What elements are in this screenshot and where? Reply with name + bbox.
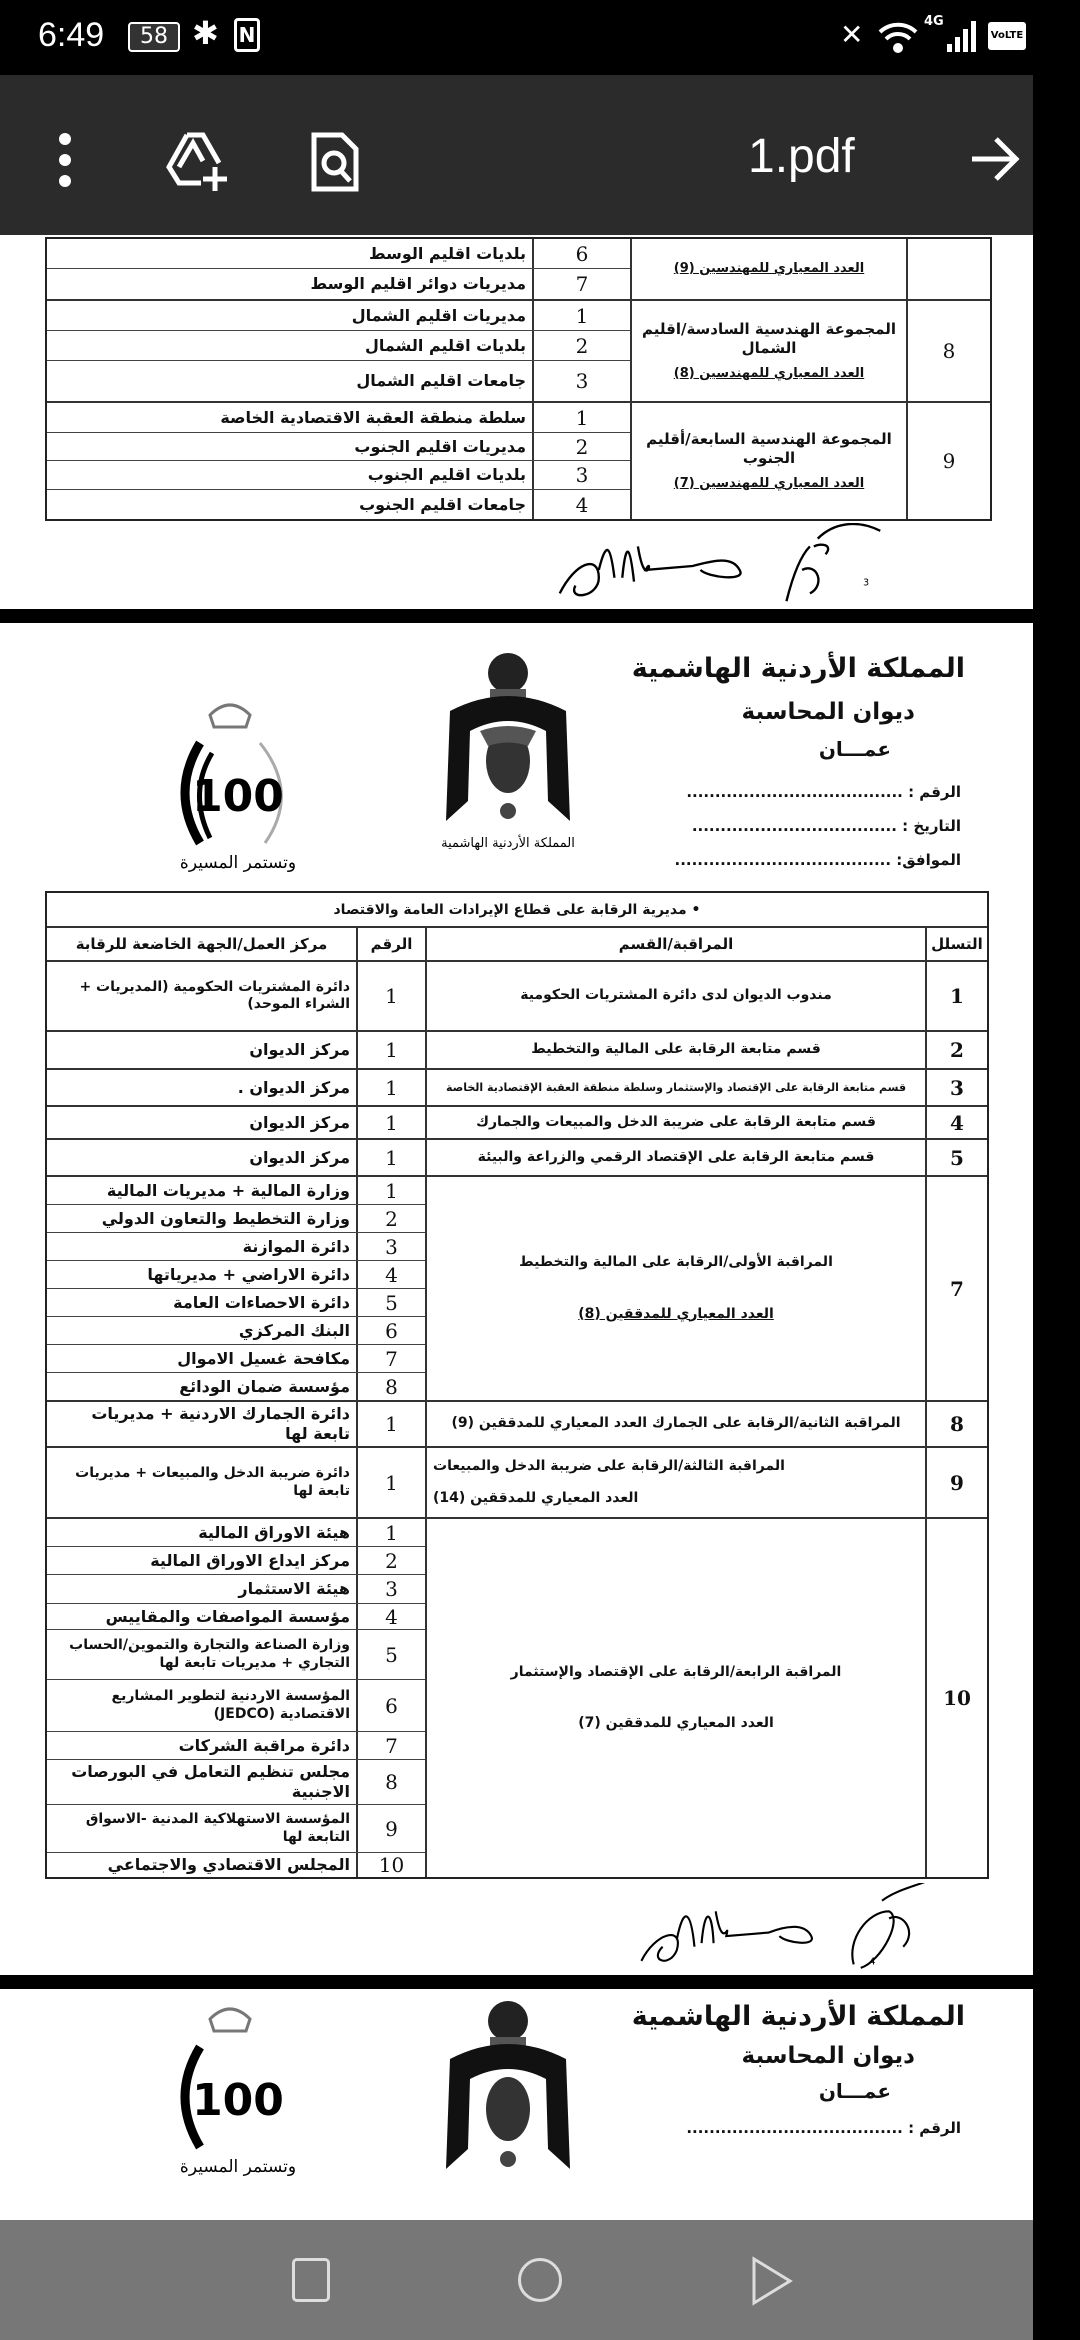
signatures — [570, 1883, 1010, 1975]
row-entity: سلطة منطقة العقبة الاقتصادية الخاصة — [220, 407, 526, 427]
wifi-icon — [878, 16, 918, 56]
row-entity: مركز الديوان — [249, 1112, 350, 1132]
centennial-tagline: وتستمر المسيرة — [179, 2157, 297, 2177]
table-row — [47, 1107, 425, 1138]
standard-count: العدد المعياري للمهندسين (9) — [673, 260, 865, 276]
section-cell — [425, 1070, 925, 1105]
table-section — [47, 1177, 987, 1402]
seq-cell: 10 — [925, 1519, 987, 1877]
table-section — [47, 239, 990, 301]
row-number: 1 — [356, 1177, 425, 1204]
table-row — [47, 1345, 425, 1373]
header-seq: التسلل — [925, 928, 987, 960]
seq-cell: 3 — [925, 1070, 987, 1105]
more-vert-icon[interactable] — [55, 133, 75, 187]
section-cell — [425, 1032, 925, 1068]
table-section — [47, 1107, 987, 1140]
table-row — [47, 461, 630, 490]
row-entity: مركز الديوان . — [237, 1077, 350, 1097]
row-entity: المؤسسة الاستهلاكية المدنية -الاسواق التابعة لها — [85, 1811, 350, 1845]
table-row — [47, 1373, 425, 1400]
section-name: قسم متابعة الرقابة على ضريبة الدخل والمبيعات والجمارك — [476, 1113, 876, 1130]
sub-rows — [47, 1032, 425, 1068]
table-row — [47, 1448, 425, 1517]
pdf-page-5 — [0, 1989, 1033, 2220]
row-entity: مجلس تنظيم التعامل في البورصات الاجنبية — [71, 1762, 350, 1801]
section-cell — [425, 1402, 925, 1446]
bureau-heading: ديوان المحاسبة — [741, 2043, 915, 2069]
sub-rows — [47, 962, 425, 1030]
row-entity: بلديات اقليم الوسط — [369, 243, 526, 263]
table-row — [47, 1140, 425, 1175]
row-number: 1 — [356, 1032, 425, 1068]
section-name: المراقبة الرابعة/الرقابة على الإقتصاد والإستثمار — [510, 1663, 842, 1680]
section-name: قسم متابعة الرقابة على الإقتصاد والإستثمار وسلطة منطقة العقبة الإقتصادية الخاصة — [445, 1080, 907, 1094]
seq-cell: 5 — [925, 1140, 987, 1175]
table-row — [47, 1233, 425, 1261]
table-row — [47, 361, 630, 401]
table-row — [47, 1032, 425, 1068]
row-number: 2 — [532, 331, 630, 360]
table-row — [47, 1760, 425, 1805]
row-entity: دائرة الجمارك الاردنية + مديريات تابعة لها — [91, 1404, 350, 1443]
sub-rows — [47, 403, 630, 519]
network-type: 4G — [924, 14, 944, 29]
row-entity: مديريات اقليم الشمال — [351, 305, 526, 325]
table-row — [47, 1402, 425, 1446]
open-arrow-icon[interactable] — [970, 137, 1020, 181]
bluetooth-icon: ✱ — [192, 14, 219, 52]
row-number: 2 — [532, 433, 630, 460]
row-number: 3 — [356, 1233, 425, 1260]
table-section — [47, 962, 987, 1032]
row-entity: دائرة الاحصاءات العامة — [173, 1292, 350, 1312]
pdf-page-4 — [0, 623, 1033, 1975]
group-name: المجموعة الهندسية السادسة/اقليم الشمال — [642, 320, 896, 357]
table-section — [47, 1519, 987, 1877]
row-number: 5 — [356, 1289, 425, 1316]
row-entity: بلديات اقليم الشمال — [365, 335, 526, 355]
centennial-logo — [160, 1997, 310, 2182]
table-row — [47, 1575, 425, 1604]
row-entity: دائرة ضريبة الدخل والمبيعات + مديريات تابعة لها — [75, 1465, 350, 1499]
corresponding-date-field: الموافق: ...................................... — [674, 851, 961, 869]
row-entity: دائرة مراقبة الشركات — [178, 1735, 350, 1755]
row-entity: مركز الديوان — [249, 1040, 350, 1059]
row-entity: مديريات اقليم الجنوب — [354, 436, 526, 456]
sub-rows — [47, 1140, 425, 1175]
row-number: 2 — [356, 1547, 425, 1574]
audit-directorate-table — [45, 891, 989, 1879]
engineers-table — [45, 237, 992, 521]
section-name: قسم متابعة الرقابة على الإقتصاد الرقمي والزراعة والبيئة — [477, 1148, 875, 1165]
row-number: 1 — [356, 1402, 425, 1446]
section-name: مندوب الديوان لدى دائرة المشتريات الحكومية — [520, 987, 832, 1004]
section-name: قسم متابعة الرقابة على المالية والتخطيط — [531, 1041, 821, 1058]
table-row — [47, 490, 630, 519]
seq-cell: 8 — [925, 1402, 987, 1446]
table-row — [47, 1317, 425, 1345]
row-number: 1 — [356, 1448, 425, 1517]
table-section — [47, 1448, 987, 1519]
signal-icon — [945, 18, 979, 54]
pdf-viewer[interactable] — [0, 235, 1033, 2220]
row-number: 1 — [356, 962, 425, 1030]
centennial-number: 100 — [192, 2075, 284, 2126]
clock: 6:49 — [38, 16, 105, 54]
sub-rows — [47, 1107, 425, 1138]
volte-icon: VoLTE — [988, 22, 1026, 50]
row-entity: دائرة الاراضي + مديرياتها — [147, 1264, 350, 1284]
section-cell — [425, 962, 925, 1030]
standard-count: العدد المعياري للمدققين (7) — [578, 1715, 774, 1731]
missed-call-icon: ✕ — [840, 18, 864, 51]
section-name: المراقبة الثالثة/الرقابة على ضريبة الدخل والمبيعات — [433, 1458, 785, 1474]
centennial-logo — [160, 693, 310, 878]
sub-rows — [47, 1519, 425, 1877]
sub-rows — [47, 1177, 425, 1400]
row-number: 5 — [356, 1630, 425, 1679]
back-icon[interactable] — [750, 2256, 794, 2306]
row-entity: وزارة التخطيط والتعاون الدولي — [101, 1208, 350, 1228]
row-number: 4 — [356, 1604, 425, 1629]
table-row — [47, 1732, 425, 1760]
row-number: 6 — [532, 239, 630, 268]
letterhead — [0, 623, 1033, 891]
row-number: 7 — [532, 269, 630, 299]
seq-cell — [906, 239, 990, 299]
row-entity: جامعات اقليم الشمال — [356, 371, 526, 390]
nfc-icon: N — [234, 18, 260, 52]
table-row — [47, 403, 630, 433]
row-entity: دائرة المشتريات الحكومية (المديريات + الشراء الموحد) — [79, 978, 350, 1012]
standard-count: العدد المعياري للمهندسين (8) — [673, 365, 865, 381]
table-row — [47, 1205, 425, 1233]
table-section — [47, 1032, 987, 1070]
document-title: 1.pdf — [748, 130, 855, 183]
table-section — [47, 403, 990, 519]
row-number: 1 — [356, 1070, 425, 1105]
table-section — [47, 301, 990, 403]
reference-number-field: الرقم : ...................................... — [686, 2119, 961, 2137]
row-number: 1 — [356, 1140, 425, 1175]
jordan-coat-of-arms — [420, 1999, 595, 2179]
battery-indicator: 58 — [128, 22, 180, 52]
navigation-bar — [0, 2220, 1033, 2340]
table-section — [47, 1070, 987, 1107]
home-icon[interactable] — [518, 2258, 562, 2302]
section-cell — [425, 1140, 925, 1175]
recents-icon[interactable] — [292, 2258, 330, 2302]
row-entity: مديريات دوائر اقليم الوسط — [310, 274, 526, 293]
table-row — [47, 1289, 425, 1317]
table-row — [47, 269, 630, 299]
reference-number-field: الرقم : ...................................... — [686, 783, 961, 801]
row-entity: دائرة الموازنة — [242, 1236, 350, 1256]
row-entity: مؤسسة المواصفات والمقاييس — [105, 1606, 350, 1626]
row-entity: مركز الديوان — [249, 1147, 350, 1167]
table-row — [47, 331, 630, 361]
row-entity: مركز ايداع الاوراق المالية — [150, 1550, 350, 1570]
row-entity: مكافحة غسيل الاموال — [177, 1348, 350, 1368]
table-section — [47, 1402, 987, 1448]
section-cell — [425, 1519, 925, 1877]
seq-cell: 9 — [906, 403, 990, 519]
row-number: 1 — [532, 301, 630, 330]
row-entity: البنك المركزي — [238, 1320, 350, 1340]
sub-rows — [47, 1070, 425, 1105]
row-number: 4 — [532, 490, 630, 519]
table-row — [47, 1805, 425, 1853]
sub-rows — [47, 1448, 425, 1517]
bureau-heading: ديوان المحاسبة — [741, 699, 915, 725]
page-gap — [0, 1975, 1033, 1989]
kingdom-heading: المملكة الأردنية الهاشمية — [631, 653, 965, 684]
row-number: 10 — [356, 1853, 425, 1877]
row-number: 8 — [356, 1760, 425, 1804]
signatures — [505, 523, 935, 609]
section-cell — [425, 1177, 925, 1400]
row-entity: هيئة الاوراق المالية — [198, 1522, 350, 1542]
header-number: الرقم — [356, 928, 425, 960]
table-row — [47, 1070, 425, 1105]
add-to-drive-icon[interactable] — [165, 131, 231, 191]
seq-cell: 2 — [925, 1032, 987, 1068]
row-entity: وزارة المالية + مديريات المالية — [106, 1180, 350, 1200]
row-number: 1 — [532, 403, 630, 432]
table-row — [47, 301, 630, 331]
header-entity: مركز العمل/الجهة الخاضعة للرقابة — [75, 935, 328, 953]
row-number: 9 — [356, 1805, 425, 1852]
table-title: • مديرية الرقابة على قطاع الإيرادات العامة والاقتصاد — [333, 901, 701, 918]
table-row — [47, 962, 425, 1030]
section-cell — [425, 1448, 925, 1517]
table-section — [47, 1140, 987, 1177]
table-row — [47, 1519, 425, 1547]
table-row — [47, 1547, 425, 1575]
table-row — [47, 433, 630, 461]
row-entity: هيئة الاستثمار — [238, 1579, 350, 1598]
table-row — [47, 1177, 425, 1205]
kingdom-heading: المملكة الأردنية الهاشمية — [631, 2001, 965, 2032]
table-row — [47, 1604, 425, 1630]
centennial-number: 100 — [192, 771, 284, 822]
row-number: 7 — [356, 1345, 425, 1372]
top-toolbar — [0, 75, 1033, 235]
table-row — [47, 1680, 425, 1732]
row-number: 3 — [532, 461, 630, 489]
sub-rows — [47, 239, 630, 299]
section-name: المراقبة الأولى/الرقابة على المالية والتخطيط — [519, 1254, 833, 1270]
seq-cell: 9 — [925, 1448, 987, 1517]
table-title-row — [47, 893, 987, 928]
section-name: المراقبة الثانية/الرقابة على الجمارك العدد المعياري للمدققين (9) — [451, 1415, 901, 1432]
table-row — [47, 239, 630, 269]
row-number: 4 — [356, 1261, 425, 1288]
seq-cell: 1 — [925, 962, 987, 1030]
seq-cell: 8 — [906, 301, 990, 401]
row-number: 8 — [356, 1373, 425, 1400]
row-entity: المؤسسة الاردنية لتطوير المشاريع الاقتصادية (JEDCO) — [111, 1688, 350, 1722]
city-heading: عمـــان — [818, 2079, 891, 2103]
city-heading: عمـــان — [818, 737, 891, 761]
row-entity: المجلس الاقتصادي والاجتماعي — [107, 1855, 350, 1874]
row-entity: وزارة الصناعة والتجارة والتموين/الحساب التجاري + مديريات تابعة لها — [69, 1637, 350, 1671]
find-in-page-icon[interactable] — [310, 131, 360, 193]
emblem-text: المملكة الأردنية الهاشمية — [441, 836, 575, 851]
standard-count: العدد المعياري للمدققين (14) — [433, 1489, 639, 1506]
row-entity: بلديات اقليم الجنوب — [367, 465, 526, 484]
page-number: 4 — [869, 1956, 876, 1968]
row-entity: جامعات اقليم الجنوب — [359, 494, 526, 514]
row-entity: مؤسسة ضمان الودائع — [179, 1376, 350, 1396]
pdf-page-3 — [0, 235, 1033, 609]
row-number: 1 — [356, 1519, 425, 1546]
seq-cell: 7 — [925, 1177, 987, 1400]
group-cell — [630, 301, 906, 401]
centennial-tagline: وتستمر المسيرة — [179, 853, 297, 873]
row-number: 3 — [356, 1575, 425, 1603]
section-cell — [425, 1107, 925, 1138]
table-row — [47, 1853, 425, 1877]
row-number: 7 — [356, 1732, 425, 1759]
status-bar — [0, 0, 1080, 75]
table-row — [47, 1261, 425, 1289]
header-section: المراقبة/القسم — [425, 928, 925, 960]
group-cell — [630, 403, 906, 519]
row-number: 6 — [356, 1680, 425, 1731]
standard-count: العدد المعياري للمدققين (8) — [578, 1305, 774, 1322]
table-row — [47, 1630, 425, 1680]
date-field: التاريخ : .................................... — [691, 817, 961, 835]
row-number: 3 — [532, 361, 630, 401]
sub-rows — [47, 301, 630, 401]
seq-cell: 4 — [925, 1107, 987, 1138]
row-number: 1 — [356, 1107, 425, 1138]
page-number: 3 — [863, 577, 870, 589]
sub-rows — [47, 1402, 425, 1446]
page-gap — [0, 609, 1033, 623]
table-header-row — [47, 928, 987, 962]
group-name: المجموعة الهندسية السابعة/أقليم الجنوب — [646, 430, 892, 467]
group-cell — [630, 239, 906, 299]
jordan-coat-of-arms — [420, 651, 595, 856]
row-number: 2 — [356, 1205, 425, 1232]
standard-count: العدد المعياري للمهندسين (7) — [673, 475, 865, 491]
row-number: 6 — [356, 1317, 425, 1344]
